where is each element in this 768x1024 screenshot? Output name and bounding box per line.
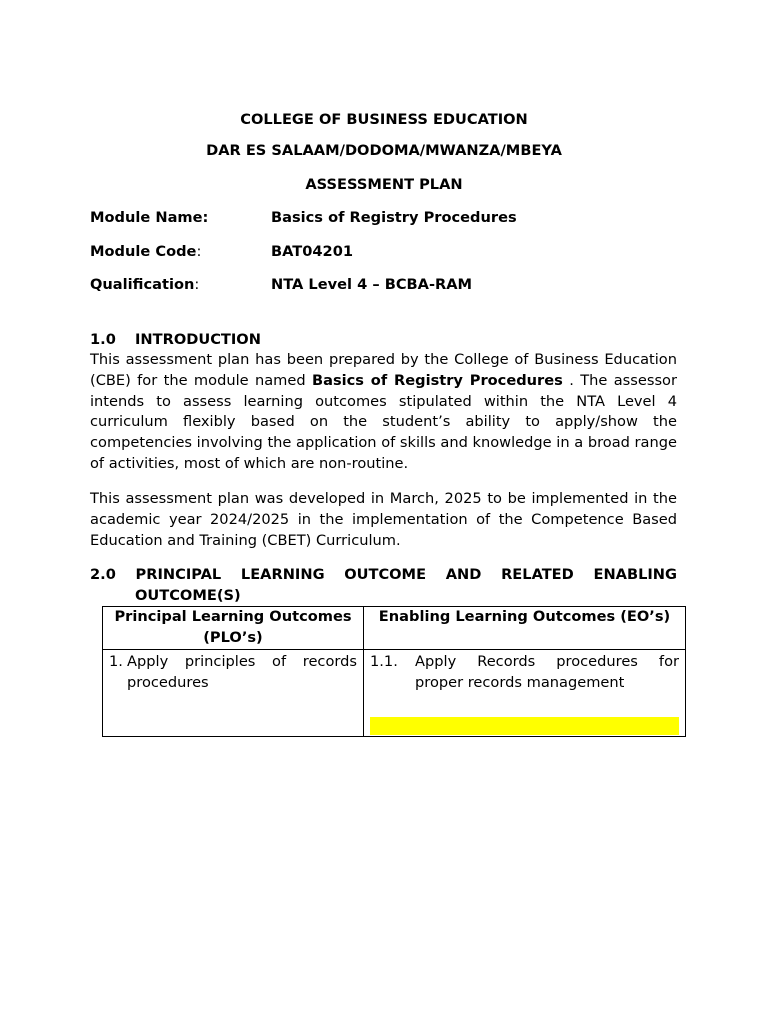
plo-column-header: Principal Learning Outcomes (PLO’s) xyxy=(103,607,364,650)
campuses-line: DAR ES SALAAM/DODOMA/MWANZA/MBEYA xyxy=(206,142,562,159)
table-row xyxy=(103,650,686,737)
section-2-heading: 2.0 PRINCIPAL LEARNING OUTCOME AND RELATED ENABLING OUTCOME(S) xyxy=(90,566,677,604)
eo-text: Apply Records procedures for proper records management xyxy=(415,653,679,691)
module-name-value: Basics of Registry Procedures xyxy=(271,209,517,226)
module-name-label: Module Name: xyxy=(90,209,209,226)
section-2-title-line2: OUTCOME(S) xyxy=(135,587,241,604)
qualification-value: NTA Level 4 – BCBA-RAM xyxy=(271,276,473,293)
eo-number: 1.1. xyxy=(370,653,398,670)
module-code-label: Module Code: xyxy=(90,243,202,260)
institution-title: COLLEGE OF BUSINESS EDUCATION xyxy=(240,111,528,128)
module-code-value: BAT04201 xyxy=(271,243,354,260)
qualification-label: Qualification: xyxy=(90,276,200,293)
plo-text: Apply principles of records procedures xyxy=(127,653,357,691)
eo-column-header: Enabling Learning Outcomes (EO’s) xyxy=(364,607,686,650)
highlighted-empty-line xyxy=(370,717,679,735)
intro-heading xyxy=(90,330,261,350)
outcomes-table xyxy=(102,606,686,737)
plo-cell xyxy=(103,650,364,737)
module-name-inline: Basics of Registry Procedures xyxy=(312,371,563,389)
intro-paragraph-2: This assessment plan was developed in March, 2025 to be implemented in the academic year 2024/2025 in the implementation of the Competence Based Education and Training (CBET) Curriculum. xyxy=(90,490,677,549)
plo-number: 1. xyxy=(109,653,123,670)
section-2-number: 2.0 xyxy=(90,566,116,583)
document-title: ASSESSMENT PLAN xyxy=(305,176,463,193)
intro-title: INTRODUCTION xyxy=(135,331,261,348)
intro-paragraph-1: This assessment plan has been prepared by the College of Business Education (CBE) for the module named Basics of Registry Procedures . The assessor intends to assess learning outcomes stipulated within the NTA Level 4 curriculum flexibly based on the student’s ability to apply/show the competencies involving the application of skills and knowledge in a broad range of activities, most of which are non-routine. xyxy=(90,351,677,472)
intro-number: 1.0 xyxy=(90,331,116,348)
eo-cell xyxy=(364,650,686,737)
